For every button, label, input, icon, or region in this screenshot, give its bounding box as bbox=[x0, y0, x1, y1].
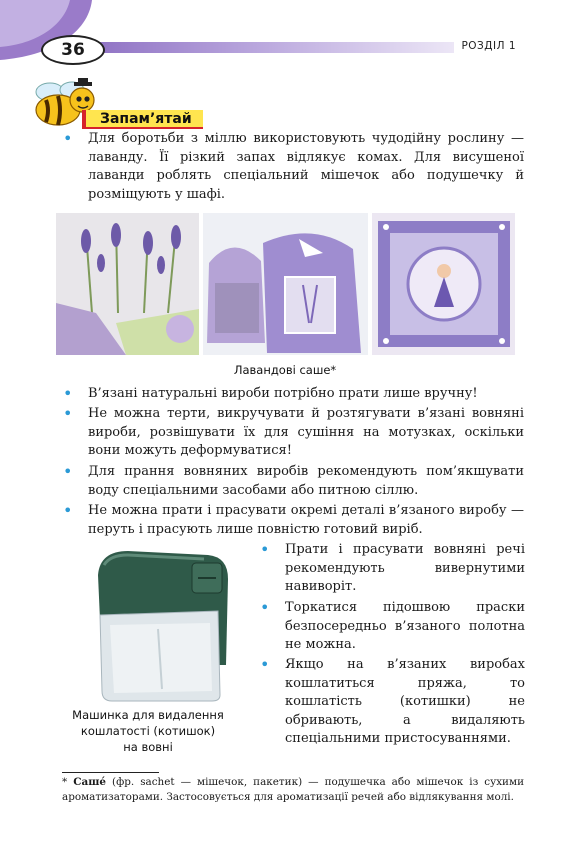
bullet-item-3 bbox=[63, 462, 524, 500]
bullet-item-2 bbox=[63, 404, 524, 461]
lavender-photo-flowers bbox=[56, 213, 199, 355]
footnote-marker: * bbox=[62, 776, 68, 788]
machine-caption bbox=[58, 707, 238, 755]
machine-caption-line: на вовні bbox=[123, 740, 173, 754]
intro-paragraph bbox=[63, 129, 524, 204]
page-number: 36 bbox=[41, 35, 105, 65]
bullet-icon: • bbox=[63, 501, 73, 520]
side-bullet-item-3 bbox=[260, 655, 525, 749]
footnote-term: Саше́ bbox=[73, 776, 107, 788]
bullet-text: Торкатися підошвою праски безпосередньо в’язаного полотна не можна. bbox=[285, 600, 525, 653]
bullet-item-1 bbox=[63, 384, 524, 404]
bullet-icon: • bbox=[260, 598, 270, 617]
bullet-icon: • bbox=[63, 129, 73, 148]
bullet-text: Не можна прати і прасувати окремі деталі в’язаного виробу — перуть і прасують лише повністю готовий виріб. bbox=[88, 503, 524, 537]
machine-caption-line: Машинка для видалення bbox=[72, 708, 224, 722]
photo-caption: Лавандові саше* bbox=[233, 363, 337, 377]
remember-label: Запам’ятай bbox=[82, 110, 203, 129]
machine-caption-line: кошлатості (котишок) bbox=[80, 724, 216, 738]
bullet-icon: • bbox=[260, 540, 270, 559]
bullet-icon: • bbox=[63, 404, 73, 423]
bullet-icon: • bbox=[63, 384, 73, 403]
bullet-text: Для прання вовняних виробів рекомендують пом’якшувати воду спеціальними засобами або питною сіллю. bbox=[88, 464, 524, 498]
footnote bbox=[62, 775, 524, 805]
side-bullet-item-2 bbox=[260, 598, 525, 655]
side-bullet-item-1 bbox=[260, 540, 525, 597]
section-label: РОЗДІЛ 1 bbox=[461, 40, 516, 52]
lint-remover-photo bbox=[88, 545, 235, 702]
footnote-divider bbox=[62, 772, 159, 773]
bullet-text: В’язані натуральні вироби потрібно прати лише вручну! bbox=[88, 386, 478, 401]
lavender-photo-sachets bbox=[203, 213, 368, 355]
bullet-item-4 bbox=[63, 501, 524, 539]
header-bar bbox=[92, 42, 454, 53]
lavender-photo-pillow bbox=[372, 213, 515, 355]
bullet-text: Якщо на в’язаних виробах кошлатиться пряжа, то кошлатість (котишки) не обривають, а видаляють спеціальними пристосуваннями. bbox=[285, 657, 525, 747]
footnote-body: (фр. sachet — мішечок, пакетик) — подушечка або мішечок із сухими ароматизаторами. Застосовується для ароматизації речей або відлякування молі. bbox=[62, 776, 524, 803]
bullet-icon: • bbox=[260, 655, 270, 674]
bullet-text: Не можна терти, викручувати й розтягувати в’язані вовняні вироби, розвішувати їх для сушіння на мотузках, оскільки вони можуть деформуватися! bbox=[88, 406, 524, 459]
bullet-text: Прати і прасувати вовняні речі рекомендують вивернутими навиворіт. bbox=[285, 542, 525, 595]
bullet-icon: • bbox=[63, 462, 73, 481]
intro-text: Для боротьби з міллю використовують чудодійну рослину — лаванду. Її різкий запах відлякує комах. Для висушеної лаванди роблять спеціальний мішечок або подушечку й розміщують у шафі. bbox=[88, 131, 524, 202]
